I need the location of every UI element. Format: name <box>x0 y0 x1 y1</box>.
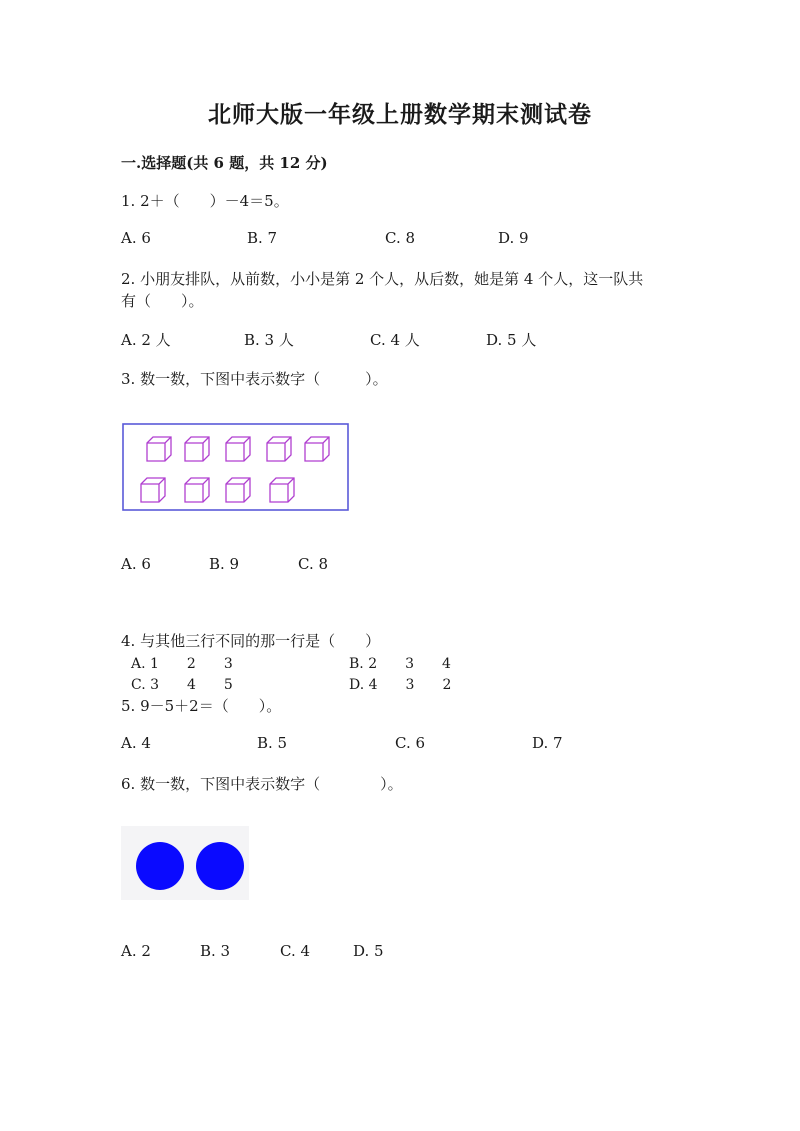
blue-circle-1 <box>136 842 184 890</box>
question-5-option-d[interactable]: D. 7 <box>532 734 563 752</box>
question-1-option-a[interactable]: A. 6 <box>121 229 151 247</box>
question-3-text: 3. 数一数，下图中表示数字（ ）。 <box>121 370 388 388</box>
question-1-option-b[interactable]: B. 7 <box>247 229 278 247</box>
question-4-option-a[interactable]: A. 1 2 3 <box>131 656 233 672</box>
question-2-option-c[interactable]: C. 4 人 <box>370 331 420 349</box>
section-heading: 一.选择题(共 6 题，共 12 分) <box>121 154 328 172</box>
blue-circle-2 <box>196 842 244 890</box>
question-2-text-line1: 2. 小朋友排队，从前数，小小是第 2 个人，从后数，她是第 4 个人，这一队共 <box>121 270 644 288</box>
question-4-text: 4. 与其他三行不同的那一行是（ ） <box>121 632 381 650</box>
exam-title: 北师大版一年级上册数学期末测试卷 <box>208 101 592 128</box>
question-3-option-c[interactable]: C. 8 <box>298 555 329 573</box>
question-6-option-a[interactable]: A. 2 <box>121 942 151 960</box>
question-5-option-c[interactable]: C. 6 <box>395 734 426 752</box>
question-2-option-d[interactable]: D. 5 人 <box>486 331 537 349</box>
question-4-option-b[interactable]: B. 2 3 4 <box>349 656 451 672</box>
question-3-option-b[interactable]: B. 9 <box>209 555 240 573</box>
question-5-text: 5. 9－5＋2＝（ ）。 <box>121 697 282 715</box>
question-4-option-c[interactable]: C. 3 4 5 <box>131 677 233 693</box>
question-6-option-c[interactable]: C. 4 <box>280 942 311 960</box>
question-5-option-b[interactable]: B. 5 <box>257 734 288 752</box>
question-1-option-d[interactable]: D. 9 <box>498 229 529 247</box>
question-5-option-a[interactable]: A. 4 <box>121 734 151 752</box>
question-2-text-line2: 有（ ）。 <box>121 292 204 310</box>
question-2-option-a[interactable]: A. 2 人 <box>121 331 171 349</box>
question-3-option-a[interactable]: A. 6 <box>121 555 151 573</box>
question-1-option-c[interactable]: C. 8 <box>385 229 416 247</box>
question-4-option-d[interactable]: D. 4 3 2 <box>349 677 452 693</box>
cubes-figure <box>122 423 350 512</box>
circles-figure <box>121 826 249 900</box>
question-1-text: 1. 2＋（ ）－4＝5。 <box>121 192 289 210</box>
question-2-option-b[interactable]: B. 3 人 <box>244 331 294 349</box>
question-6-text: 6. 数一数，下图中表示数字（ ）。 <box>121 775 403 793</box>
question-6-option-b[interactable]: B. 3 <box>200 942 231 960</box>
question-6-option-d[interactable]: D. 5 <box>353 942 384 960</box>
